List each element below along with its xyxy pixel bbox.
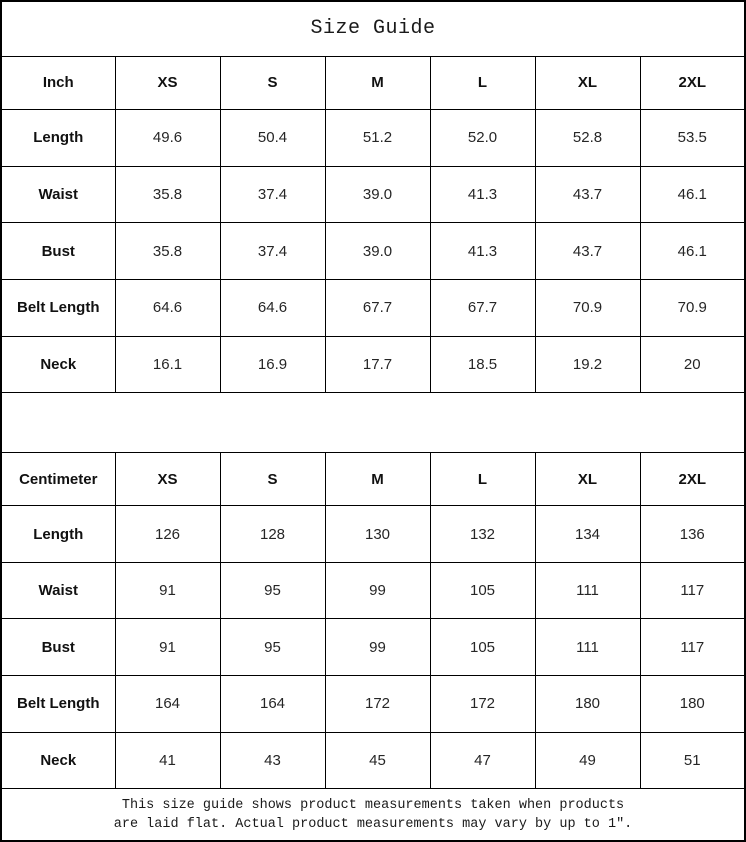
row-label: Belt Length	[1, 676, 115, 733]
size-col-header: M	[325, 56, 430, 110]
size-value-cell: 117	[640, 619, 745, 676]
size-value-cell: 39.0	[325, 166, 430, 223]
table-row-waist-inch	[1, 166, 745, 223]
size-value-cell: 41.3	[430, 223, 535, 280]
size-value-cell: 134	[535, 506, 640, 563]
size-col-header: XS	[115, 452, 220, 506]
row-label: Bust	[1, 223, 115, 280]
row-label: Bust	[1, 619, 115, 676]
footnote-row	[1, 789, 745, 841]
size-value-cell: 67.7	[430, 279, 535, 336]
size-value-cell: 95	[220, 619, 325, 676]
size-value-cell: 16.9	[220, 336, 325, 393]
size-value-cell: 95	[220, 562, 325, 619]
spacer-row	[1, 393, 745, 453]
size-col-header: XL	[535, 56, 640, 110]
row-label: Length	[1, 110, 115, 167]
size-col-header: M	[325, 452, 430, 506]
size-value-cell: 43	[220, 732, 325, 789]
unit-header-centimeter: Centimeter	[1, 452, 115, 506]
size-value-cell: 136	[640, 506, 745, 563]
size-value-cell: 64.6	[220, 279, 325, 336]
row-label: Belt Length	[1, 279, 115, 336]
size-col-header: S	[220, 452, 325, 506]
size-value-cell: 37.4	[220, 223, 325, 280]
size-value-cell: 111	[535, 619, 640, 676]
size-value-cell: 49	[535, 732, 640, 789]
row-label: Length	[1, 506, 115, 563]
size-value-cell: 39.0	[325, 223, 430, 280]
size-value-cell: 41	[115, 732, 220, 789]
size-value-cell: 180	[535, 676, 640, 733]
page-title: Size Guide	[1, 1, 745, 56]
size-value-cell: 67.7	[325, 279, 430, 336]
table-row-bust-cm	[1, 619, 745, 676]
size-value-cell: 128	[220, 506, 325, 563]
size-value-cell: 172	[325, 676, 430, 733]
unit-header-inch: Inch	[1, 56, 115, 110]
size-value-cell: 43.7	[535, 223, 640, 280]
size-value-cell: 91	[115, 562, 220, 619]
size-value-cell: 180	[640, 676, 745, 733]
size-value-cell: 64.6	[115, 279, 220, 336]
size-col-header: XL	[535, 452, 640, 506]
size-value-cell: 99	[325, 619, 430, 676]
footnote	[1, 789, 745, 841]
size-value-cell: 50.4	[220, 110, 325, 167]
size-value-cell: 45	[325, 732, 430, 789]
table-row-bust-inch	[1, 223, 745, 280]
size-value-cell: 117	[640, 562, 745, 619]
size-value-cell: 164	[115, 676, 220, 733]
footnote-line-1: This size guide shows product measurements taken when products	[121, 797, 625, 813]
size-value-cell: 37.4	[220, 166, 325, 223]
size-value-cell: 43.7	[535, 166, 640, 223]
size-value-cell: 126	[115, 506, 220, 563]
size-value-cell: 130	[325, 506, 430, 563]
size-col-header: S	[220, 56, 325, 110]
size-value-cell: 105	[430, 562, 535, 619]
table-row-neck-inch	[1, 336, 745, 393]
size-value-cell: 35.8	[115, 223, 220, 280]
size-value-cell: 51	[640, 732, 745, 789]
size-value-cell: 19.2	[535, 336, 640, 393]
size-value-cell: 41.3	[430, 166, 535, 223]
footnote-line-2: are laid flat. Actual product measurements may vary by up to 1″.	[113, 816, 633, 832]
row-label: Waist	[1, 562, 115, 619]
size-value-cell: 17.7	[325, 336, 430, 393]
size-col-header: XS	[115, 56, 220, 110]
table-row-belt-length-inch	[1, 279, 745, 336]
row-label: Waist	[1, 166, 115, 223]
table-row-length-cm	[1, 506, 745, 563]
size-value-cell: 111	[535, 562, 640, 619]
size-value-cell: 172	[430, 676, 535, 733]
row-label: Neck	[1, 336, 115, 393]
size-value-cell: 20	[640, 336, 745, 393]
size-value-cell: 51.2	[325, 110, 430, 167]
spacer-cell	[1, 393, 745, 453]
size-value-cell: 53.5	[640, 110, 745, 167]
size-col-header: L	[430, 452, 535, 506]
size-col-header: 2XL	[640, 56, 745, 110]
size-value-cell: 70.9	[640, 279, 745, 336]
table-row-length-inch	[1, 110, 745, 167]
table-row-neck-cm	[1, 732, 745, 789]
size-value-cell: 70.9	[535, 279, 640, 336]
centimeter-header-row	[1, 452, 745, 506]
size-value-cell: 46.1	[640, 166, 745, 223]
size-value-cell: 91	[115, 619, 220, 676]
size-value-cell: 46.1	[640, 223, 745, 280]
table-row-waist-cm	[1, 562, 745, 619]
size-value-cell: 49.6	[115, 110, 220, 167]
size-value-cell: 52.0	[430, 110, 535, 167]
size-value-cell: 35.8	[115, 166, 220, 223]
size-col-header: 2XL	[640, 452, 745, 506]
size-value-cell: 18.5	[430, 336, 535, 393]
size-col-header: L	[430, 56, 535, 110]
size-value-cell: 16.1	[115, 336, 220, 393]
title-row	[1, 1, 745, 56]
inch-header-row	[1, 56, 745, 110]
row-label: Neck	[1, 732, 115, 789]
size-value-cell: 99	[325, 562, 430, 619]
size-value-cell: 132	[430, 506, 535, 563]
size-value-cell: 47	[430, 732, 535, 789]
size-value-cell: 164	[220, 676, 325, 733]
size-value-cell: 52.8	[535, 110, 640, 167]
size-value-cell: 105	[430, 619, 535, 676]
table-row-belt-length-cm	[1, 676, 745, 733]
